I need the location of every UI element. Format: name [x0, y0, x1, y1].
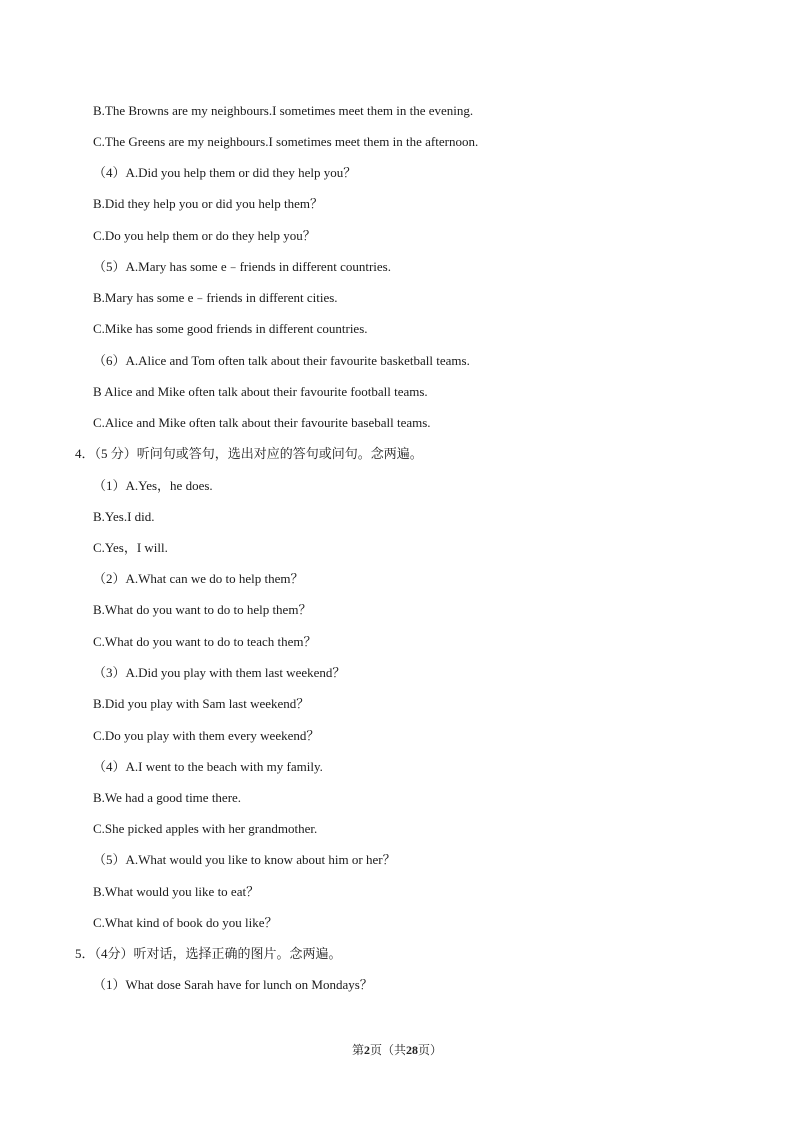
option-line: B Alice and Mike often talk about their favourite football teams.	[93, 384, 428, 399]
footer-total-pages: 28	[406, 1043, 418, 1057]
option-line: C.What kind of book do you like？	[93, 915, 278, 930]
question-line: （5）A.Mary has some e﹣friends in different countries.	[93, 259, 391, 274]
question-line: （6）A.Alice and Tom often talk about their favourite basketball teams.	[93, 353, 470, 368]
section-heading: 5．（4分）听对话，选择正确的图片。念两遍。	[75, 946, 342, 961]
option-line: B.What would you like to eat？	[93, 884, 260, 899]
option-line: C.What do you want to do to teach them？	[93, 634, 317, 649]
question-line: （1）A.Yes，he does.	[93, 478, 213, 493]
page-footer	[0, 1041, 794, 1059]
question-line: （5）A.What would you like to know about him or her？	[93, 852, 396, 867]
footer-suffix: 页）	[418, 1043, 443, 1057]
option-line: B.Mary has some e﹣friends in different cities.	[93, 290, 338, 305]
option-line: B.Yes.I did.	[93, 509, 155, 524]
option-line: C.Alice and Mike often talk about their favourite baseball teams.	[93, 415, 431, 430]
option-line: C.Do you play with them every weekend？	[93, 728, 320, 743]
question-line: （4）A.Did you help them or did they help you？	[93, 165, 357, 180]
option-line: C.The Greens are my neighbours.I sometimes meet them in the afternoon.	[93, 134, 479, 149]
question-line: （2）A.What can we do to help them？	[93, 571, 304, 586]
question-line: （1）What dose Sarah have for lunch on Mondays？	[93, 977, 373, 992]
option-line: B.We had a good time there.	[93, 790, 242, 805]
option-line: B.What do you want to do to help them？	[93, 602, 312, 617]
question-line: （3）A.Did you play with them last weekend？	[93, 665, 346, 680]
footer-page-number: 2	[363, 1043, 370, 1057]
option-line: B.Did you play with Sam last weekend？	[93, 696, 310, 711]
option-line: C.Mike has some good friends in different countries.	[93, 321, 368, 336]
option-line: B.The Browns are my neighbours.I sometimes meet them in the evening.	[93, 103, 474, 118]
option-line: B.Did they help you or did you help them？	[93, 196, 324, 211]
option-line: C.Yes，I will.	[93, 540, 168, 555]
question-line: （4）A.I went to the beach with my family.	[93, 759, 323, 774]
option-line: C.She picked apples with her grandmother.	[93, 821, 318, 836]
option-line: C.Do you help them or do they help you？	[93, 228, 316, 243]
section-heading: 4．（5 分）听问句或答句，选出对应的答句或问句。念两遍。	[75, 446, 423, 461]
footer-middle: 页（共	[369, 1043, 406, 1057]
footer-prefix: 第	[351, 1043, 364, 1057]
